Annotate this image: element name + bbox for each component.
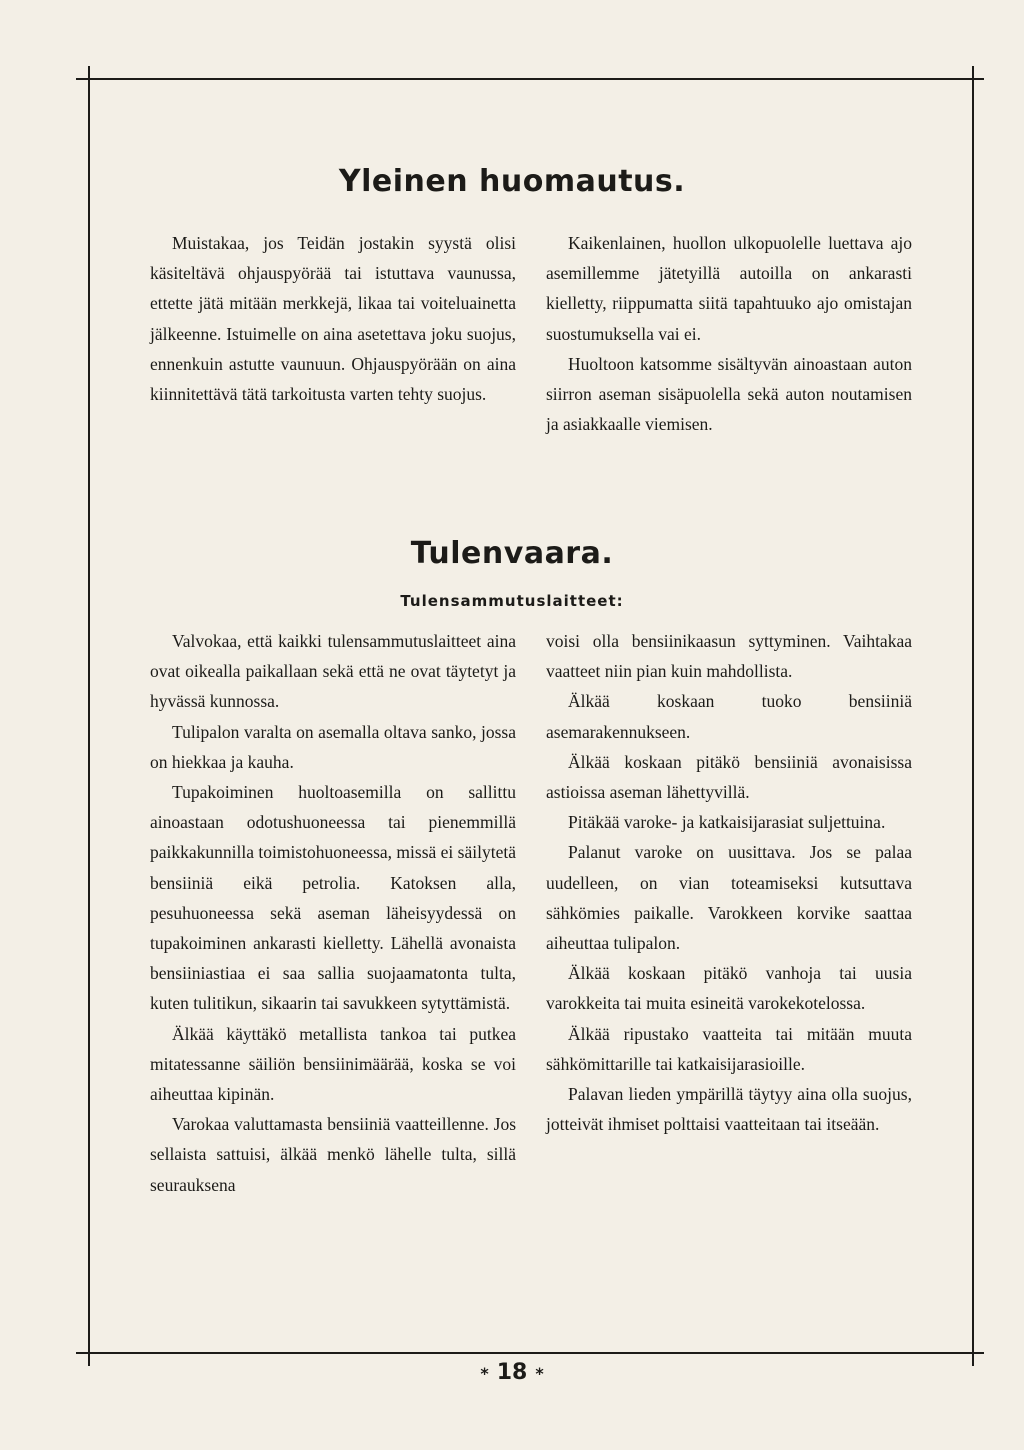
subheading-extinguishers: Tulensammutuslaitteet:: [400, 592, 624, 610]
right-rule: [972, 78, 974, 1354]
paragraph: Älkää ripustako vaatteita tai mitään muuta sähkömittarille tai katkaisijarasioille.: [546, 1023, 912, 1074]
paragraph: Palavan lieden ympärillä täytyy aina olla suojus, jotteivät ihmiset polttaisi vaatteitaan tai itseään.: [546, 1084, 912, 1135]
paragraph: Tupakoiminen huoltoasemilla on sallittu ainoastaan odotushuoneessa tai pienemmillä paikkakunnilla toimistohuoneessa, missä ei säilytetä bensiiniä eikä petrolia. Katoksen alla, pesuhuoneessa sekä aseman läheisyydessä on tupakoiminen ankarasti kielletty. Lähellä avonaista bensiiniastiaa ei saa sallia suojaamatonta tulta, kuten tulitikun, sikaarin tai savukkeen sytyttämistä.: [150, 782, 516, 1014]
paragraph: Huoltoon katsomme sisältyvän ainoastaan auton siirron aseman sisäpuolella sekä auton noutamisen ja asiakkaalle viemisen.: [546, 353, 912, 435]
star-ornament-right: *: [535, 1364, 544, 1383]
paragraph: Älkää koskaan pitäkö vanhoja tai uusia varokkeita tai muita esineitä varokekotelossa.: [546, 963, 912, 1014]
paragraph: Palanut varoke on uusittava. Jos se palaa uudelleen, on vian toteamiseksi kutsuttava sähkömies paikalle. Varokkeen korvike saattaa aiheuttaa tulipalon.: [546, 842, 912, 954]
column-right-bottom: [546, 626, 912, 1139]
paragraph: Varokaa valuttamasta bensiiniä vaatteillenne. Jos sellaista sattuisi, älkää menkö lähelle tulta, sillä seurauksena: [150, 1114, 516, 1195]
paragraph: Älkää koskaan tuoko bensiiniä asemarakennukseen.: [546, 691, 912, 742]
paragraph: Älkää käyttäkö metallista tankoa tai putkea mitatessanne säiliön bensiinimäärää, koska se voi aiheuttaa kipinän.: [150, 1023, 516, 1105]
top-right-tick: [972, 66, 974, 78]
paragraph: Valvokaa, että kaikki tulensammutuslaitteet aina ovat oikealla paikallaan sekä että ne ovat täytetyt ja hyvässä kunnossa.: [150, 631, 516, 712]
column-left-bottom: [150, 626, 516, 1200]
left-rule: [88, 78, 90, 1354]
paragraph: Pitäkää varoke- ja katkaisijarasiat suljettuina.: [568, 812, 886, 833]
paragraph: voisi olla bensiinikaasun syttyminen. Vaihtakaa vaatteet niin pian kuin mahdollista.: [546, 631, 912, 682]
column-left-top: [150, 228, 516, 409]
paragraph: Kaikenlainen, huollon ulkopuolelle luettava ajo asemillemme jätetyillä autoilla on ankarasti kielletty, riippumatta siitä tapahtuuko ajo omistajan suostumuksella vai ei.: [546, 233, 912, 344]
heading-general-notice: Yleinen huomautus.: [338, 164, 686, 199]
paragraph: Tulipalon varalta on asemalla oltava sanko, jossa on hiekkaa ja kauha.: [150, 721, 516, 772]
page-number-value: 18: [496, 1360, 528, 1385]
top-left-tick: [88, 66, 90, 78]
heading-fire-hazard: Tulenvaara.: [410, 536, 614, 571]
star-ornament-left: *: [480, 1364, 489, 1383]
paragraph: Älkää koskaan pitäkö bensiiniä avonaisissa astioissa aseman lähettyvillä.: [546, 751, 912, 803]
page-number: [0, 1360, 1024, 1385]
paragraph: Muistakaa, jos Teidän jostakin syystä olisi käsiteltävä ohjauspyörää tai istuttava vaunussa, ettette jätä mitään merkkejä, likaa tai voiteluainetta jälkeenne. Istuimelle on aina asetettava joku suojus, ennenkuin astutte vaunuun. Ohjauspyörään on aina kiinnitettävä tätä tarkoitusta varten tehty suojus.: [150, 233, 516, 405]
top-rule: [76, 78, 984, 80]
bottom-rule: [76, 1352, 984, 1354]
column-right-top: [546, 228, 912, 439]
